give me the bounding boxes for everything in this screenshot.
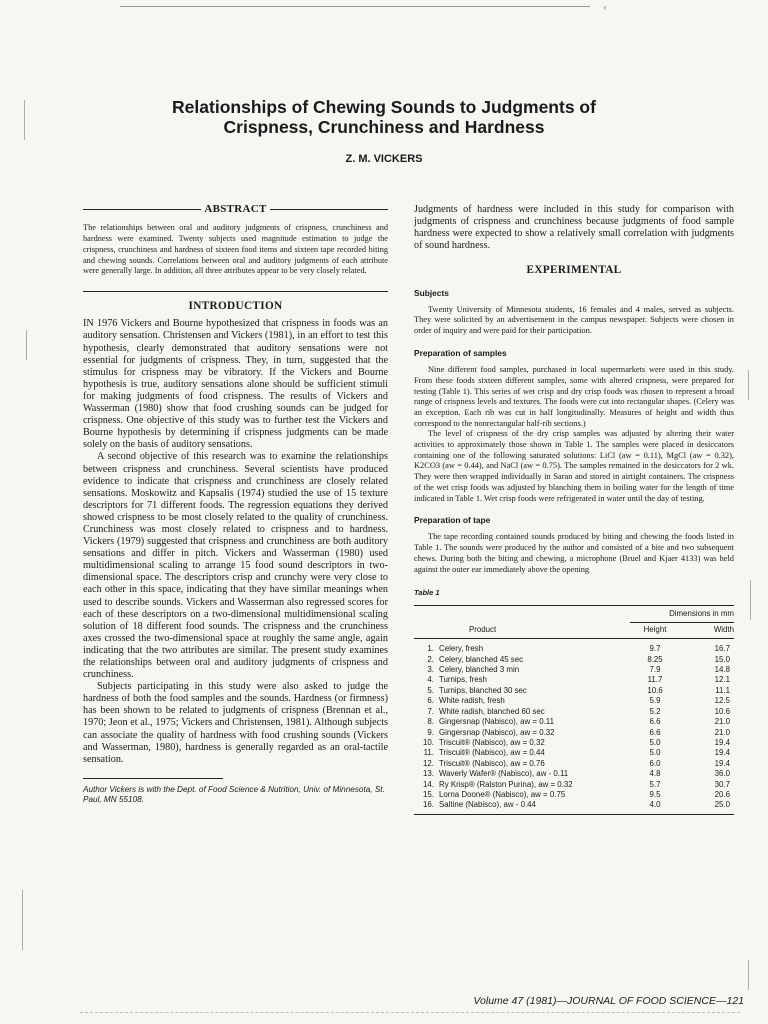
table-row: [414, 686, 734, 696]
row-height: 8.25: [647, 654, 663, 664]
margin-scan-mark: [748, 370, 749, 400]
table-row: [414, 655, 734, 665]
samples-paragraph-1: Nine different food samples, purchased in local supermarkets were used in this study. From these foods sixteen different samples, some with altered crispness, were prepared for testing (Table 1). This series of wet crisp and dry crisp foods was chosen to represent a broad range of crispness levels and textures. The foods were cut into rectangular shapes. (Celery was an exception. Each rib was cut in half longitudinally. Measures of height and width thus correspond to the nonrectangular half-rib sections.): [414, 365, 734, 428]
table-row: [414, 759, 734, 769]
row-height: 7.9: [649, 665, 661, 675]
subjects-heading: Subjects: [414, 287, 449, 298]
abstract-heading-row: [83, 203, 388, 215]
margin-scan-mark: [26, 330, 27, 360]
row-width: 12.5: [714, 696, 730, 706]
row-number: 7.: [427, 706, 434, 716]
row-product: Gingersnap (Nabisco), aw = 0.32: [439, 727, 555, 737]
row-width: 15.0: [714, 654, 730, 664]
samples-heading: Preparation of samples: [414, 347, 507, 358]
row-product: Triscuit® (Nabisco), aw = 0.32: [439, 737, 545, 747]
author-name: Z. M. VICKERS: [345, 153, 423, 165]
row-width: 12.1: [714, 675, 730, 685]
table-row: [414, 665, 734, 675]
table-row: [414, 696, 734, 706]
row-product: Celery, blanched 45 sec: [439, 654, 524, 664]
table-row: [414, 707, 734, 717]
abstract-section: [83, 203, 388, 277]
table-row: [414, 769, 734, 779]
row-product: Celery, blanched 3 min: [439, 665, 520, 675]
tape-paragraph: The tape recording contained sounds produced by biting and chewing the foods listed in Table 1. The sounds were produced by the author and consisted of a bite and two subsequent chews. During both the biting and chewing, a microphone (Bruel and Kjaer 4133) was held against the outer ear immediately above the opening: [414, 532, 734, 574]
row-width: 10.6: [714, 706, 730, 716]
row-number: 13.: [423, 769, 434, 779]
row-height: 5.0: [649, 748, 661, 758]
row-width: 14.8: [714, 665, 730, 675]
row-number: 12.: [423, 758, 434, 768]
bottom-scan-line: [80, 1012, 740, 1013]
abstract-rule-right: [270, 209, 388, 210]
row-number: 6.: [427, 696, 434, 706]
row-product: Ry Krisp® (Ralston Purina), aw = 0.32: [439, 779, 573, 789]
table-row: [414, 717, 734, 727]
row-height: 6.0: [649, 758, 661, 768]
row-height: 5.0: [649, 737, 661, 747]
author-footnote: Author Vickers is with the Dept. of Food Science & Nutrition, Univ. of Minnesota, St. Paul, MN 55108.: [83, 784, 385, 805]
intro-paragraph-1: IN 1976 Vickers and Bourne hypothesized that crispness in foods was an auditory sensation. Christensen and Vickers (1981), in an effort to test this hypothesis, clearly demonstrated that auditory sensations were not essential for judgments of crispness. They, in turn, suggested that the stimulus for crispness may be vibratory. If the Vickers and Bourne hypothesis is true, auditory sensations alone should be sufficient stimuli for making judgments of food crispness. The results of Vickers and Wasserman (1980) show that food crushing sounds can be judged for crispness. One objective of this study was to further test the Vickers and Bourne hypothesis by determining if crispness judgments can be made solely on the basis of auditory sensations.: [83, 318, 388, 451]
row-number: 14.: [423, 779, 434, 789]
row-height: 4.0: [630, 800, 680, 814]
table-row: [414, 738, 734, 748]
row-width: 19.4: [714, 748, 730, 758]
row-product: Celery, fresh: [439, 644, 484, 654]
dimensions-header: Dimensions in mm: [630, 606, 734, 622]
product-column-header: Product: [439, 622, 630, 638]
row-number: 2.: [427, 654, 434, 664]
margin-scan-mark: [748, 960, 749, 990]
row-width: 30.7: [714, 779, 730, 789]
row-product: White radish, fresh: [439, 696, 505, 706]
row-height: 5.2: [649, 706, 661, 716]
right-column: [414, 204, 734, 815]
row-number: 8.: [427, 717, 434, 727]
row-width: 21.0: [714, 717, 730, 727]
experimental-heading: EXPERIMENTAL: [526, 264, 622, 277]
title-line-1: Relationships of Chewing Sounds to Judgments of: [172, 97, 596, 117]
section-divider: [83, 291, 388, 292]
width-column-header: Width: [680, 622, 734, 638]
row-width: 11.1: [715, 685, 730, 695]
row-height: 4.8: [649, 769, 661, 779]
row-height: 9.7: [649, 644, 661, 654]
row-width: 19.4: [714, 758, 730, 768]
margin-scan-mark: [22, 890, 23, 950]
row-height: 5.7: [649, 779, 661, 789]
article-title: [100, 97, 668, 137]
row-product: Lorna Doone® (Nabisco), aw = 0.75: [439, 789, 566, 799]
row-product: Waverly Wafer® (Nabisco), aw - 0.11: [439, 769, 569, 779]
dimensions-table: [414, 605, 734, 814]
subjects-paragraph: Twenty University of Minnesota students, 16 females and 4 males, served as subjects. They were solicited by an advertisement in the campus newspaper. Subjects were chosen in order of inquiry and were paid for their participation.: [414, 304, 734, 336]
row-width: 19.4: [714, 737, 730, 747]
row-height: 10.6: [647, 685, 663, 695]
row-product: Gingersnap (Nabisco), aw = 0.11: [439, 717, 554, 727]
samples-paragraph-2: The level of crispness of the dry crisp samples was adjusted by altering their water activities to approximately those shown in Table 1. The samples were placed in desiccators containing one of the following saturated solutions: LiCl (aw = 0.11), MgCl (aw = 0.32), K2CO3 (aw = 0.44), and NaCl (aw = 0.75). The samples remained in the desiccators for 2 wk. They were then wrapped individually in Saran and stored in airtight containers. The crispness of the wet crisp foods was adjusted by blanching them in boiling water for the length of time indicated in Table 1. Wet crisp foods were refrigerated in water until the day of testing.: [414, 429, 734, 503]
table-row: [414, 790, 734, 800]
row-product: Saltine (Nabisco), aw - 0.44: [439, 800, 630, 814]
tape-heading: Preparation of tape: [414, 515, 491, 526]
table-row: [414, 728, 734, 738]
row-height: 11.7: [647, 675, 663, 685]
table-caption: Table 1: [414, 588, 440, 598]
table-row: [414, 800, 734, 814]
table-header-row: [414, 622, 734, 638]
row-product: Turnips, fresh: [439, 675, 487, 685]
row-number: 16.: [414, 800, 439, 814]
row-width: 21.0: [714, 727, 730, 737]
margin-scan-mark: [24, 100, 25, 140]
row-product: Turnips, blanched 30 sec: [439, 685, 527, 695]
table-row: [414, 675, 734, 685]
row-height: 5.9: [649, 696, 661, 706]
row-product: White radish, blanched 60 sec: [439, 706, 545, 716]
table-row: [414, 780, 734, 790]
row-width: 25.0: [680, 800, 734, 814]
table-body: [414, 639, 734, 815]
corner-mark: ʳ: [604, 4, 607, 15]
left-column: [83, 203, 388, 806]
row-width: 20.6: [714, 789, 730, 799]
table-row: [414, 748, 734, 758]
intro-paragraph-2: A second objective of this research was to examine the relationships between crispness and crunchiness. Several scientists have produced evidence to indicate that crispness and crunchiness are closely related sensations. Moskowitz and Kapsalis (1974) studied the use of 15 texture descriptors for 71 different foods. The regression equations they derived showed crispness to be most closely related to the quality of crunchiness. Crunchiness was most closely related to crispness and to hardness. Vickers (1979) suggested that crispness and crunchiness are both auditory sensations and differ in pitch. Vickers and Wasserman (1980) used multidimensional scaling to arrange 15 food sound descriptors in two-dimensional space. The descriptors crisp and crunchy were very close to each other in this space, indicating that they have similar meanings when used to describe sounds. Vickers and Wasserman also regressed scores for each of these descriptors on a two-dimensional multidimensional scaling solution of 18 different food sounds. The crispness and the crunchiness axes crossed the two-dimensional space at roughly the same angle, again indicating that the two attributes are similar. The present study examines the relationships between oral and auditory judgments of crispness and crunchiness.: [83, 451, 388, 681]
row-number: 10.: [423, 737, 434, 747]
row-width: 36.0: [714, 769, 730, 779]
intro-paragraph-3: Subjects participating in this study were also asked to judge the hardness of both the food samples and the sounds. Hardness (or firmness) has been shown to be related to judgments of crispness (Brennan et al., 1970; Jeon et al., 1975; Vickers and Christensen, 1981). Although subjects can associate the quality of hardness with food crushing sounds (Vickers and Wasserman, 1980), hardness is generally regarded as an oral-tactile sensation.: [83, 681, 388, 765]
row-product: Triscuit® (Nabisco), aw = 0.44: [439, 748, 545, 758]
footnote-rule: [83, 778, 223, 779]
row-number: 11.: [423, 748, 434, 758]
row-number: 1.: [427, 644, 434, 654]
introduction-heading: INTRODUCTION: [188, 300, 283, 313]
abstract-rule-left: [83, 209, 201, 210]
row-height: 6.6: [649, 717, 661, 727]
row-height: 9.5: [649, 789, 661, 799]
page-footer: Volume 47 (1981)—JOURNAL OF FOOD SCIENCE—121: [473, 995, 744, 1007]
top-rule: [120, 6, 590, 7]
margin-scan-mark: [750, 580, 751, 620]
title-line-2: Crispness, Crunchiness and Hardness: [223, 117, 545, 137]
height-column-header: Height: [630, 622, 680, 638]
right-intro-paragraph: Judgments of hardness were included in this study for comparison with judgments of crispness and crunchiness because judgments of food sample hardness were expected to show a relatively small correlation with judgments of sound hardness.: [414, 204, 734, 252]
row-product: Triscuit® (Nabisco), aw = 0.76: [439, 758, 545, 768]
row-width: 16.7: [714, 644, 730, 654]
row-number: 3.: [427, 665, 434, 675]
row-number: 15.: [423, 789, 434, 799]
table-header-row-top: [414, 606, 734, 622]
row-height: 6.6: [649, 727, 661, 737]
row-number: 5.: [427, 685, 434, 695]
row-number: 4.: [427, 675, 434, 685]
abstract-text: The relationships between oral and auditory judgments of crispness, crunchiness and hardness were examined. Twenty subjects used magnitude estimation to judge the crispness, crunchiness and hardness of sixteen food items and sixteen tape recorded biting and chewing sounds. Correlations between oral and auditory judgments of each attribute were generally large. In addition, all three attributes appear to be very closely related.: [83, 223, 388, 276]
abstract-heading: ABSTRACT: [204, 203, 267, 215]
table-row: [414, 639, 734, 655]
row-number: 9.: [427, 727, 434, 737]
